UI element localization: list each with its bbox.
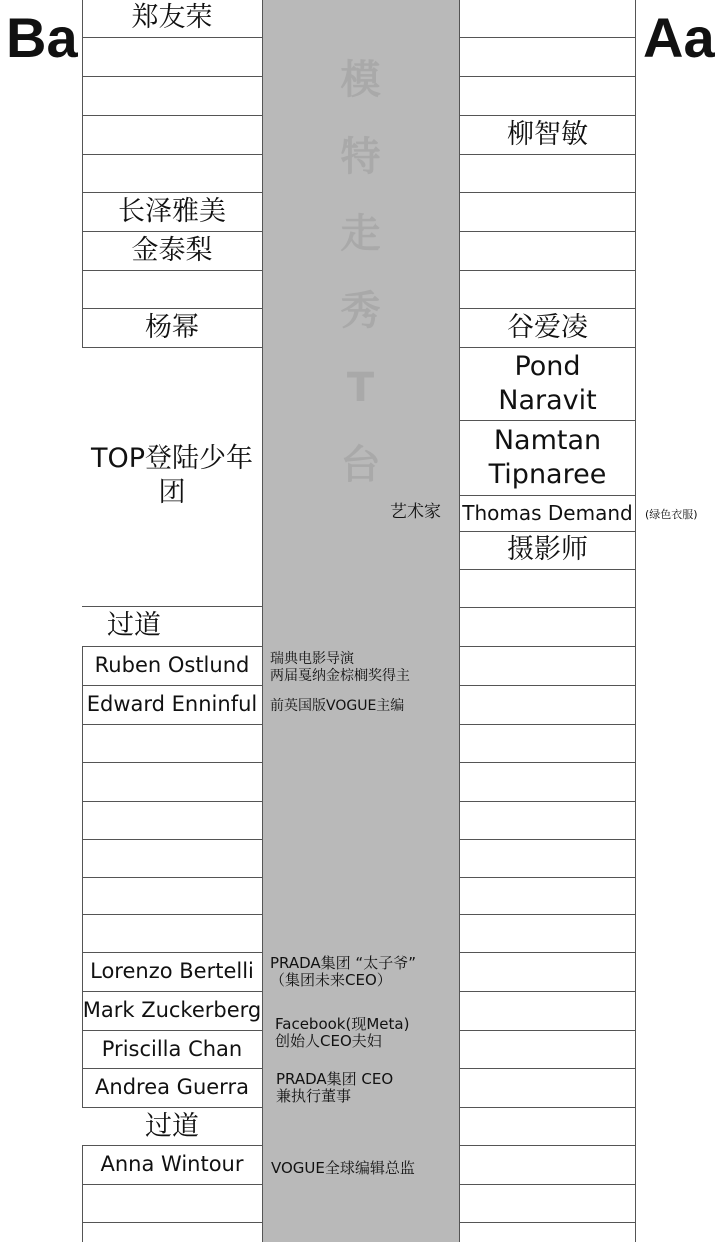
row-divider [460, 914, 635, 915]
row-divider [82, 1184, 262, 1185]
note-ruben: 瑞典电影导演 两届戛纳金棕榈奖得主 [270, 651, 410, 684]
row-divider [82, 154, 262, 155]
runway [262, 0, 459, 1242]
seat-edward: Edward Enninful [86, 692, 258, 717]
row-divider [460, 154, 635, 155]
seat-right-3: 柳智敏 [507, 118, 588, 150]
aisle-label: 过道 [107, 610, 161, 642]
seat-lorenzo: Lorenzo Bertelli [90, 959, 254, 984]
seat-andrea: Andrea Guerra [95, 1075, 249, 1100]
runway-title-char: 台 [340, 442, 381, 488]
runway-title-char: T [346, 365, 375, 411]
column-border [635, 607, 636, 1242]
runway-title-char: 特 [340, 134, 381, 180]
row-divider [460, 569, 635, 570]
seat-right-8: 谷爱凌 [507, 312, 588, 344]
runway-title-char: 走 [340, 211, 381, 257]
row-divider [460, 76, 635, 77]
runway-title [262, 42, 459, 504]
note-anna: VOGUE全球编辑总监 [271, 1159, 415, 1177]
row-divider [460, 724, 635, 725]
row-divider [82, 115, 262, 116]
row-divider [460, 991, 635, 992]
column-border [635, 0, 636, 607]
row-divider [460, 607, 635, 608]
row-divider [82, 76, 262, 77]
seat-left-top-group: TOP登陆少年团 [90, 443, 254, 508]
note-lorenzo: PRADA集团 “太子爷” （集团未来CEO） [270, 954, 416, 989]
row-divider [460, 37, 635, 38]
row-divider [82, 877, 262, 878]
row-divider [82, 762, 262, 763]
seat-left-8: 杨幂 [145, 312, 199, 344]
seat-photographer: 摄影师 [507, 534, 588, 566]
runway-edge [262, 0, 263, 1242]
seat-priscilla: Priscilla Chan [101, 1037, 243, 1062]
row-divider [460, 270, 635, 271]
side-label-right: Aa [643, 6, 715, 69]
note-artist: 艺术家 [390, 502, 441, 522]
row-divider [82, 1222, 262, 1223]
seat-pond: Pond Naravit [498, 350, 597, 416]
seat-left-0: 郑友荣 [131, 2, 213, 34]
seat-anna: Anna Wintour [100, 1152, 244, 1177]
row-divider [460, 1068, 635, 1069]
row-divider [460, 192, 635, 193]
runway-title-char: 模 [340, 57, 381, 103]
seat-left-5: 长泽雅美 [118, 196, 226, 228]
seat-ruben: Ruben Ostlund [94, 653, 250, 678]
row-divider [82, 270, 262, 271]
seat-left-6: 金泰梨 [131, 235, 213, 267]
row-divider [460, 1184, 635, 1185]
runway-edge [459, 0, 460, 1242]
row-divider [460, 762, 635, 763]
side-label-left: Ba [6, 6, 78, 69]
row-divider [460, 801, 635, 802]
row-divider [460, 1145, 635, 1146]
note-mark-priscilla: Facebook(现Meta) 创始人CEO夫妇 [275, 1015, 410, 1050]
row-divider [460, 877, 635, 878]
aisle-label: 过道 [145, 1110, 199, 1142]
row-divider [460, 952, 635, 953]
row-divider [460, 685, 635, 686]
note-andrea: PRADA集团 CEO 兼执行董事 [276, 1070, 394, 1105]
note-green: (绿色衣服) [645, 508, 698, 521]
row-divider [460, 231, 635, 232]
row-divider [82, 914, 262, 915]
row-divider [82, 801, 262, 802]
row-divider [82, 724, 262, 725]
row-divider [460, 1030, 635, 1031]
seat-thomas: Thomas Demand [462, 501, 633, 525]
row-divider [460, 1107, 635, 1108]
row-divider [460, 646, 635, 647]
runway-title-char: 秀 [340, 288, 381, 334]
row-divider [460, 1222, 635, 1223]
row-divider [82, 37, 262, 38]
row-divider [82, 839, 262, 840]
row-divider [460, 839, 635, 840]
note-edward: 前英国版VOGUE主编 [270, 698, 405, 714]
seat-namtan: Namtan Tipnaree [488, 424, 607, 490]
seat-mark: Mark Zuckerberg [82, 998, 262, 1023]
